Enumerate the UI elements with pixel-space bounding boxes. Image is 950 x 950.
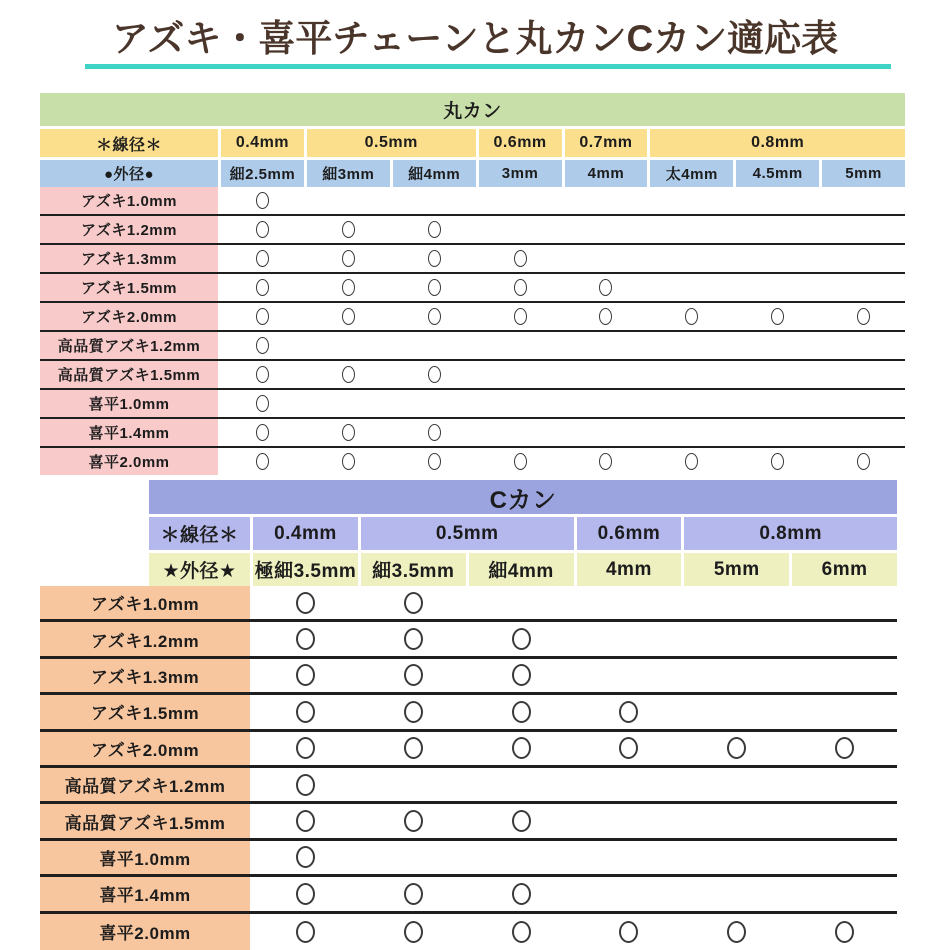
circle-mark <box>404 628 423 650</box>
row-label: 高品質アズキ1.2mm <box>40 768 250 801</box>
table-row <box>40 768 897 804</box>
table-row <box>40 361 905 390</box>
mark-cell <box>253 914 358 950</box>
table-row <box>40 877 897 913</box>
mark-cell <box>565 245 648 272</box>
circle-mark <box>296 737 315 759</box>
row-label: 高品質アズキ1.5mm <box>40 804 250 837</box>
mark-cell <box>736 419 819 446</box>
circle-mark <box>428 308 441 325</box>
circle-mark <box>256 279 269 296</box>
row-label: アズキ1.3mm <box>40 659 250 692</box>
row-label: アズキ1.0mm <box>40 586 250 619</box>
mark-cell <box>577 804 682 837</box>
mark-cell <box>221 332 304 359</box>
mark-cell <box>736 187 819 214</box>
circle-mark <box>512 810 531 832</box>
table-row <box>40 732 897 768</box>
circle-mark <box>512 701 531 723</box>
table-row <box>40 695 897 731</box>
mark-cell <box>736 390 819 417</box>
circle-mark <box>404 883 423 905</box>
circle-mark <box>342 366 355 383</box>
mark-cell <box>577 622 682 655</box>
mark-cell <box>221 245 304 272</box>
circle-mark <box>835 921 854 943</box>
outer-diameter-value: 細3.5mm <box>361 553 466 586</box>
mark-cell <box>361 732 466 765</box>
outer-diameter-value: 細4mm <box>393 160 476 187</box>
mark-cell <box>221 419 304 446</box>
mark-cell <box>393 216 476 243</box>
mark-cell <box>479 419 562 446</box>
mark-cell <box>361 804 466 837</box>
row-label: 喜平2.0mm <box>40 914 250 950</box>
mark-cell <box>650 187 733 214</box>
mark-cell <box>822 303 905 330</box>
mark-cell <box>479 303 562 330</box>
mark-cell <box>822 419 905 446</box>
outer-diameter-value: 6mm <box>792 553 897 586</box>
wire-diameter-label: ＊線径＊ <box>40 129 218 157</box>
table-row <box>40 216 905 245</box>
circle-mark <box>514 453 527 470</box>
mark-cell <box>307 448 390 475</box>
circle-mark <box>599 308 612 325</box>
table-row <box>40 914 897 950</box>
circle-mark <box>296 846 315 868</box>
mark-cell <box>479 361 562 388</box>
mark-cell <box>792 586 897 619</box>
mark-cell <box>307 303 390 330</box>
circle-mark <box>771 308 784 325</box>
circle-mark <box>685 453 698 470</box>
mark-cell <box>822 216 905 243</box>
mark-cell <box>393 187 476 214</box>
wire-diameter-value: 0.4mm <box>221 129 304 157</box>
mark-cell <box>253 586 358 619</box>
outer-diameter-value: 太4mm <box>650 160 733 187</box>
row-label: アズキ1.5mm <box>40 695 250 728</box>
mark-cell <box>253 622 358 655</box>
mark-cell <box>577 877 682 910</box>
mark-cell <box>822 448 905 475</box>
mark-cell <box>684 768 789 801</box>
mark-cell <box>736 216 819 243</box>
table-row <box>40 419 905 448</box>
mark-cell <box>221 303 304 330</box>
circle-mark <box>342 453 355 470</box>
circle-mark <box>514 250 527 267</box>
mark-cell <box>221 448 304 475</box>
mark-cell <box>361 586 466 619</box>
wire-diameter-value: 0.8mm <box>684 517 897 550</box>
circle-mark <box>256 221 269 238</box>
mark-cell <box>822 332 905 359</box>
circle-mark <box>404 701 423 723</box>
table-row <box>40 390 905 419</box>
wire-diameter-row <box>40 129 905 157</box>
mark-cell <box>577 914 682 950</box>
table-header-band <box>40 93 905 126</box>
mark-cell <box>565 419 648 446</box>
wire-diameter-row <box>40 517 897 550</box>
mark-cell <box>792 914 897 950</box>
row-label: 喜平1.0mm <box>40 841 250 874</box>
table-title: Cカン <box>149 480 897 514</box>
circle-mark <box>256 308 269 325</box>
mark-cell <box>684 841 789 874</box>
circle-mark <box>296 592 315 614</box>
mark-cell <box>792 622 897 655</box>
wire-diameter-value: 0.7mm <box>565 129 648 157</box>
circle-mark <box>428 424 441 441</box>
mark-cell <box>221 390 304 417</box>
outer-diameter-row <box>40 160 905 187</box>
mark-cell <box>469 768 574 801</box>
row-label: アズキ1.3mm <box>40 245 218 272</box>
mark-cell <box>736 332 819 359</box>
mark-cell <box>736 303 819 330</box>
mark-cell <box>650 303 733 330</box>
table-row <box>40 245 905 274</box>
circle-mark <box>857 453 870 470</box>
mark-cell <box>792 804 897 837</box>
circle-mark <box>619 737 638 759</box>
mark-cell <box>253 768 358 801</box>
mark-cell <box>650 332 733 359</box>
mark-cell <box>565 390 648 417</box>
mark-cell <box>469 877 574 910</box>
circle-mark <box>514 279 527 296</box>
mark-cell <box>393 303 476 330</box>
mark-cell <box>479 187 562 214</box>
wire-diameter-value: 0.8mm <box>650 129 905 157</box>
mark-cell <box>577 586 682 619</box>
row-label: 喜平1.4mm <box>40 419 218 446</box>
mark-cell <box>393 390 476 417</box>
mark-cell <box>792 659 897 692</box>
table-row <box>40 274 905 303</box>
circle-mark <box>342 279 355 296</box>
circle-mark <box>404 592 423 614</box>
marukan-compatibility-table <box>40 93 905 475</box>
circle-mark <box>256 337 269 354</box>
circle-mark <box>296 921 315 943</box>
circle-mark <box>342 250 355 267</box>
mark-cell <box>684 732 789 765</box>
circle-mark <box>296 810 315 832</box>
mark-cell <box>221 361 304 388</box>
table-row <box>40 659 897 695</box>
table-row <box>40 841 897 877</box>
circle-mark <box>727 737 746 759</box>
wire-diameter-value: 0.4mm <box>253 517 358 550</box>
mark-cell <box>479 332 562 359</box>
table-row <box>40 622 897 658</box>
circle-mark <box>857 308 870 325</box>
page-header <box>0 0 950 68</box>
circle-mark <box>404 664 423 686</box>
mark-cell <box>307 419 390 446</box>
mark-cell <box>736 361 819 388</box>
mark-cell <box>307 361 390 388</box>
circle-mark <box>342 424 355 441</box>
mark-cell <box>684 877 789 910</box>
mark-cell <box>221 216 304 243</box>
row-label: アズキ2.0mm <box>40 732 250 765</box>
mark-cell <box>393 419 476 446</box>
row-label: アズキ1.0mm <box>40 187 218 214</box>
mark-cell <box>822 361 905 388</box>
circle-mark <box>619 701 638 723</box>
mark-cell <box>253 877 358 910</box>
mark-cell <box>479 245 562 272</box>
mark-cell <box>822 274 905 301</box>
wire-diameter-label: ＊線径＊ <box>149 517 250 550</box>
title-underline <box>85 64 891 69</box>
circle-mark <box>512 883 531 905</box>
mark-cell <box>469 841 574 874</box>
row-label: 喜平1.0mm <box>40 390 218 417</box>
circle-mark <box>514 308 527 325</box>
mark-cell <box>307 245 390 272</box>
mark-cell <box>221 274 304 301</box>
mark-cell <box>792 877 897 910</box>
mark-cell <box>361 914 466 950</box>
table-row <box>40 187 905 216</box>
circle-mark <box>428 366 441 383</box>
mark-cell <box>479 216 562 243</box>
circle-mark <box>428 279 441 296</box>
mark-cell <box>736 245 819 272</box>
table-row <box>40 332 905 361</box>
circle-mark <box>404 737 423 759</box>
mark-cell <box>684 804 789 837</box>
mark-cell <box>307 332 390 359</box>
mark-cell <box>393 274 476 301</box>
mark-cell <box>253 659 358 692</box>
mark-cell <box>577 768 682 801</box>
table-row <box>40 303 905 332</box>
mark-cell <box>221 187 304 214</box>
mark-cell <box>736 448 819 475</box>
outer-diameter-value: 4mm <box>565 160 648 187</box>
table-header-band <box>40 480 897 514</box>
circle-mark <box>512 628 531 650</box>
mark-cell <box>577 695 682 728</box>
circle-mark <box>512 664 531 686</box>
mark-cell <box>684 914 789 950</box>
circle-mark <box>256 453 269 470</box>
mark-cell <box>253 804 358 837</box>
mark-cell <box>565 361 648 388</box>
mark-cell <box>361 768 466 801</box>
mark-cell <box>479 448 562 475</box>
mark-cell <box>792 841 897 874</box>
wire-diameter-value: 0.5mm <box>307 129 476 157</box>
mark-cell <box>577 659 682 692</box>
circle-mark <box>296 883 315 905</box>
circle-mark <box>428 250 441 267</box>
mark-cell <box>650 390 733 417</box>
mark-cell <box>469 695 574 728</box>
mark-cell <box>361 877 466 910</box>
mark-cell <box>577 841 682 874</box>
row-label: アズキ1.5mm <box>40 274 218 301</box>
circle-mark <box>256 250 269 267</box>
circle-mark <box>256 366 269 383</box>
mark-cell <box>361 841 466 874</box>
mark-cell <box>469 732 574 765</box>
circle-mark <box>771 453 784 470</box>
circle-mark <box>296 774 315 796</box>
mark-cell <box>469 804 574 837</box>
mark-cell <box>650 448 733 475</box>
mark-cell <box>361 622 466 655</box>
circle-mark <box>256 424 269 441</box>
row-label: 高品質アズキ1.2mm <box>40 332 218 359</box>
outer-diameter-value: 4mm <box>577 553 682 586</box>
circle-mark <box>296 664 315 686</box>
circle-mark <box>428 221 441 238</box>
mark-cell <box>253 732 358 765</box>
circle-mark <box>404 921 423 943</box>
outer-diameter-value: 極細3.5mm <box>253 553 358 586</box>
circle-mark <box>599 453 612 470</box>
mark-cell <box>469 586 574 619</box>
wire-diameter-value: 0.6mm <box>577 517 682 550</box>
table-row <box>40 804 897 840</box>
mark-cell <box>361 695 466 728</box>
outer-diameter-row <box>40 553 897 586</box>
mark-cell <box>650 216 733 243</box>
circle-mark <box>599 279 612 296</box>
mark-cell <box>565 274 648 301</box>
circle-mark <box>256 395 269 412</box>
mark-cell <box>650 419 733 446</box>
mark-cell <box>684 586 789 619</box>
mark-cell <box>736 274 819 301</box>
mark-cell <box>479 274 562 301</box>
table-row <box>40 448 905 475</box>
mark-cell <box>684 622 789 655</box>
mark-cell <box>565 332 648 359</box>
circle-mark <box>685 308 698 325</box>
table-row <box>40 586 897 622</box>
row-label: 喜平2.0mm <box>40 448 218 475</box>
row-label: 高品質アズキ1.5mm <box>40 361 218 388</box>
outer-diameter-value: 5mm <box>822 160 905 187</box>
circle-mark <box>342 221 355 238</box>
mark-cell <box>393 332 476 359</box>
wire-diameter-value: 0.6mm <box>479 129 562 157</box>
mark-cell <box>822 245 905 272</box>
mark-cell <box>792 695 897 728</box>
row-label: アズキ1.2mm <box>40 622 250 655</box>
outer-diameter-value: 細4mm <box>469 553 574 586</box>
mark-cell <box>361 659 466 692</box>
circle-mark <box>404 810 423 832</box>
mark-cell <box>307 187 390 214</box>
outer-diameter-value: 細2.5mm <box>221 160 304 187</box>
outer-diameter-value: 3mm <box>479 160 562 187</box>
mark-cell <box>792 768 897 801</box>
circle-mark <box>296 701 315 723</box>
circle-mark <box>512 737 531 759</box>
circle-mark <box>256 192 269 209</box>
outer-diameter-value: 5mm <box>684 553 789 586</box>
ckan-compatibility-table <box>40 480 897 950</box>
circle-mark <box>428 453 441 470</box>
mark-cell <box>565 303 648 330</box>
mark-cell <box>307 390 390 417</box>
mark-cell <box>307 216 390 243</box>
mark-cell <box>253 841 358 874</box>
mark-cell <box>469 622 574 655</box>
row-label: 喜平1.4mm <box>40 877 250 910</box>
mark-cell <box>792 732 897 765</box>
table-title: 丸カン <box>40 93 905 126</box>
wire-diameter-value: 0.5mm <box>361 517 574 550</box>
circle-mark <box>835 737 854 759</box>
circle-mark <box>619 921 638 943</box>
outer-diameter-value: 4.5mm <box>736 160 819 187</box>
mark-cell <box>565 187 648 214</box>
mark-cell <box>469 914 574 950</box>
outer-diameter-value: 細3mm <box>307 160 390 187</box>
mark-cell <box>577 732 682 765</box>
mark-cell <box>393 245 476 272</box>
circle-mark <box>512 921 531 943</box>
mark-cell <box>822 390 905 417</box>
outer-diameter-label: ●外径● <box>40 160 218 187</box>
mark-cell <box>253 695 358 728</box>
circle-mark <box>342 308 355 325</box>
mark-cell <box>822 187 905 214</box>
mark-cell <box>684 659 789 692</box>
mark-cell <box>650 245 733 272</box>
mark-cell <box>393 361 476 388</box>
mark-cell <box>684 695 789 728</box>
row-label: アズキ2.0mm <box>40 303 218 330</box>
circle-mark <box>727 921 746 943</box>
circle-mark <box>296 628 315 650</box>
row-label: アズキ1.2mm <box>40 216 218 243</box>
mark-cell <box>307 274 390 301</box>
mark-cell <box>469 659 574 692</box>
mark-cell <box>565 216 648 243</box>
mark-cell <box>479 390 562 417</box>
mark-cell <box>650 274 733 301</box>
mark-cell <box>565 448 648 475</box>
mark-cell <box>650 361 733 388</box>
mark-cell <box>393 448 476 475</box>
outer-diameter-label: ★外径★ <box>149 553 250 586</box>
page-title: アズキ・喜平チェーンと丸カンCカン適応表 <box>111 18 839 59</box>
